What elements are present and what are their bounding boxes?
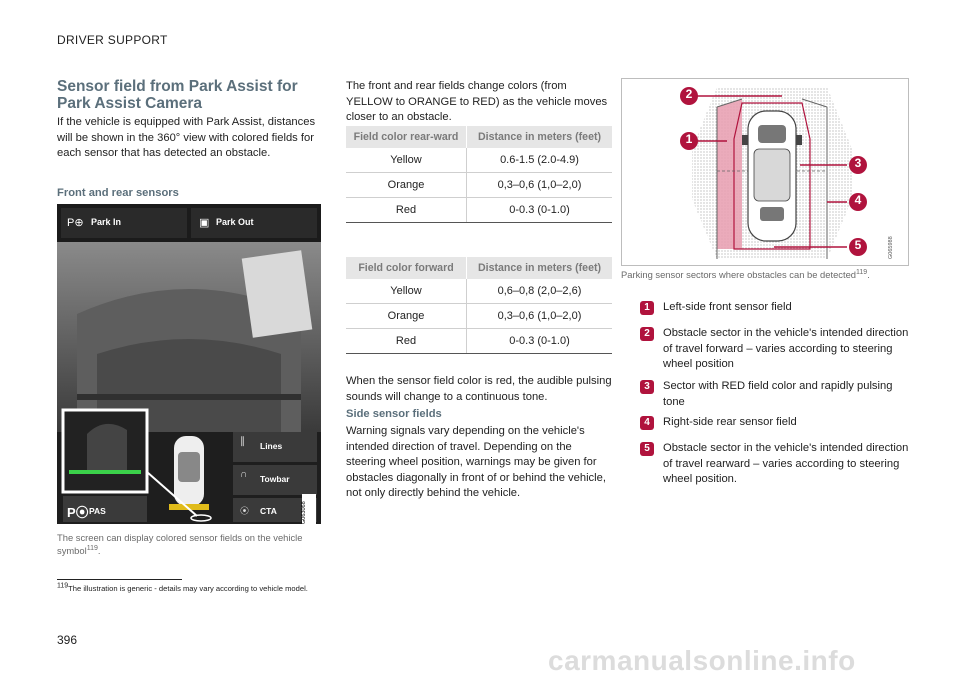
red-sound-paragraph: When the sensor field color is red, the audible pulsing sounds will change to a continuous tone. (346, 375, 612, 403)
forward-distance-table (346, 257, 612, 354)
towbar-label[interactable]: Towbar (260, 474, 290, 484)
legend-item (640, 379, 915, 410)
callout-5: 5 (854, 238, 862, 252)
side-sensor-paragraph: Warning signals vary depending on the vehicle's intended direction of travel. Depending on the steering wheel position, warnings may be given for obstacles diagonally in front of or behind the vehicle, not only directly behind the vehicle. (346, 425, 606, 500)
legend-text: Left-side front sensor field (663, 301, 792, 313)
table-cell: Red (346, 329, 467, 354)
legend-text: Obstacle sector in the vehicle's intended direction of travel forward – varies according to steering wheel position (663, 327, 909, 371)
callout-3: 3 (854, 156, 862, 170)
legend-text: Obstacle sector in the vehicle's intended direction of travel rearward – varies according to steering wheel position. (663, 442, 909, 486)
page-number: 396 (57, 633, 78, 647)
section-header: DRIVER SUPPORT (57, 33, 168, 47)
camera-caption: The screen can display colored sensor fields on the vehicle symbol$^{119}$. (57, 532, 303, 556)
park-in-icon[interactable]: P⊕ (67, 217, 84, 229)
table-cell: 0,6–0,8 (2,0–2,6) (467, 279, 613, 304)
table-cell: Red (346, 198, 467, 223)
table-row (346, 304, 612, 329)
lines-icon[interactable]: ∥ (240, 436, 245, 447)
image-code: G063068 (301, 501, 307, 524)
diagram-caption-text: Parking sensor sectors where obstacles can be detected (621, 269, 857, 280)
footnote-text: The illustration is generic - details may vary according to vehicle model. (68, 584, 308, 593)
towbar-icon[interactable]: ∩ (240, 469, 248, 480)
camera-caption-text: The screen can display colored sensor fields on the vehicle symbol (57, 532, 303, 556)
table-header: Distance in meters (feet) (467, 126, 613, 148)
table-row (346, 329, 612, 354)
front-rear-heading: Front and rear sensors (57, 187, 179, 199)
footnote-number: 119 (57, 582, 69, 590)
legend-number-badge: 2 (640, 327, 654, 341)
cta-icon[interactable]: ⦿ (240, 506, 250, 516)
legend-number-badge: 5 (640, 442, 654, 456)
table-header: Field color forward (346, 257, 467, 279)
table-cell: Orange (346, 173, 467, 198)
cta-label[interactable]: CTA (260, 506, 277, 516)
legend-number-badge: 1 (640, 301, 654, 315)
table-cell: 0-0.3 (0-1.0) (467, 329, 613, 354)
park-assist-camera-screen (57, 204, 321, 524)
lines-label[interactable]: Lines (260, 441, 283, 451)
callout-2: 2 (685, 87, 693, 101)
table-cell: 0,3–0,6 (1,0–2,0) (467, 173, 613, 198)
park-out-icon[interactable]: ▣ (199, 217, 210, 229)
table-row (346, 198, 612, 223)
park-out-label[interactable]: Park Out (216, 217, 254, 227)
sensor-sectors-illustration (622, 79, 908, 265)
legend-number-badge: 4 (640, 416, 654, 430)
diagram-caption: Parking sensor sectors where obstacles can be detected$^{119}$. (621, 268, 870, 280)
table-row (346, 148, 612, 173)
side-sensor-heading: Side sensor fields (346, 408, 442, 420)
pas-label[interactable]: PAS (89, 506, 106, 516)
table-cell: 0.6-1.5 (2.0-4.9) (467, 148, 613, 173)
sensor-sectors-diagram (621, 78, 909, 266)
table-row (346, 279, 612, 304)
table-row (346, 173, 612, 198)
rearward-distance-table (346, 126, 612, 223)
table-header: Field color rear-ward (346, 126, 467, 148)
table-header: Distance in meters (feet) (467, 257, 613, 279)
legend-item (640, 441, 915, 488)
table-cell: 0,3–0,6 (1,0–2,0) (467, 304, 613, 329)
diagram-caption-footnote-ref[interactable]: 119 (856, 268, 868, 276)
legend-text: Right-side rear sensor field (663, 416, 797, 428)
table-cell: Orange (346, 304, 467, 329)
intro-paragraph: If the vehicle is equipped with Park Assist, distances will be shown in the 360° view with colored fields for each sensor that has detected an obstacle. (57, 116, 316, 160)
table-cell: Yellow (346, 148, 467, 173)
color-change-paragraph: The front and rear fields change colors (from YELLOW to ORANGE to RED) as the vehicle moves closer to an obstacle. (346, 80, 608, 124)
table-cell: 0-0.3 (0-1.0) (467, 198, 613, 223)
pas-icon[interactable]: P⦿ (67, 505, 89, 520)
legend-text: Sector with RED field color and rapidly pulsing tone (663, 380, 893, 408)
callout-1: 1 (685, 132, 693, 146)
page-title: Sensor field from Park Assist for Park Assist Camera (57, 78, 298, 112)
footnote-divider (57, 579, 182, 580)
camera-caption-footnote-ref[interactable]: 119 (86, 544, 98, 552)
callout-4: 4 (854, 193, 862, 207)
legend-item (640, 300, 915, 316)
diagram-code: G065988 (888, 236, 894, 259)
park-in-label[interactable]: Park In (91, 217, 122, 227)
legend-number-badge: 3 (640, 380, 654, 394)
legend-item (640, 415, 915, 431)
legend-item (640, 326, 915, 373)
table-cell: Yellow (346, 279, 467, 304)
watermark: carmanualsonline.info (548, 645, 856, 676)
footnote (57, 584, 308, 593)
